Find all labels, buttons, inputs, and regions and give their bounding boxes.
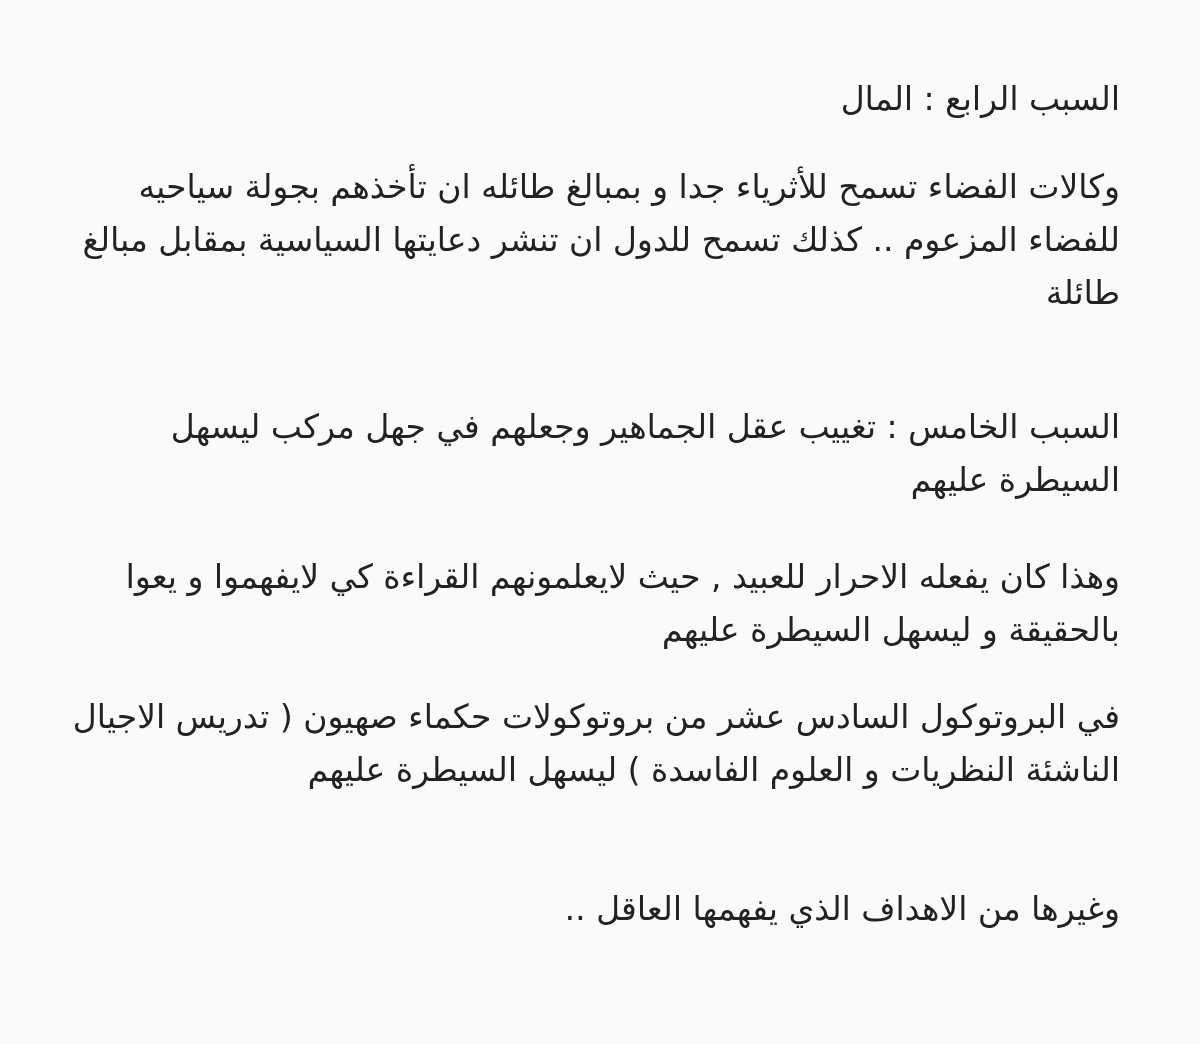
paragraph-reason-four-heading: السبب الرابع : المال xyxy=(840,79,1120,118)
paragraph-protocol-sixteen: في البروتوكول السادس عشر من بروتوكولات حكماء صهيون ( تدريس الاجيال الناشئة النظريات و العلوم الفاسدة ) ليسهل السيطرة عليهم xyxy=(72,697,1120,789)
paragraph-space-agencies-money: وكالات الفضاء تسمح للأثرياء جدا و بمبالغ طائله ان تأخذهم بجولة سياحيه للفضاء المزعوم .. كذلك تسمح للدول ان تنشر دعايتها السياسية بمقابل مبالغ طائلة xyxy=(82,167,1120,312)
paragraph-slaves-example: وهذا كان يفعله الاحرار للعبيد , حيث لايعلمونهم القراءة كي لايفهموا و يعوا بالحقيقة و ليسهل السيطرة عليهم xyxy=(125,557,1120,649)
paragraph-closing: وغيرها من الاهداف الذي يفهمها العاقل .. xyxy=(564,889,1120,928)
paragraph-reason-five-heading: السبب الخامس : تغييب عقل الجماهير وجعلهم في جهل مركب ليسهل السيطرة عليهم xyxy=(170,407,1120,499)
